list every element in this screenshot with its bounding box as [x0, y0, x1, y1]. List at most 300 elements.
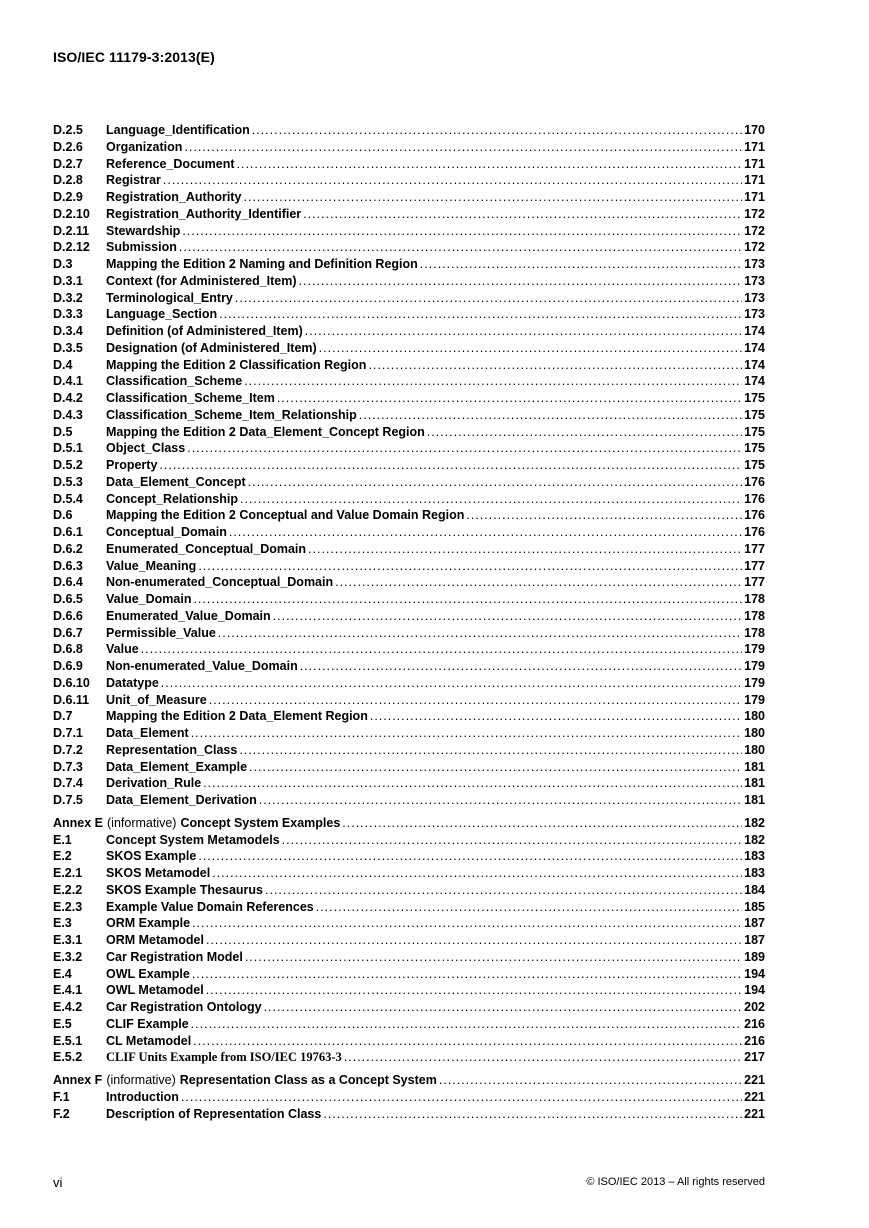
toc-page-number: 183 — [744, 866, 765, 880]
dot-leader — [273, 608, 742, 625]
toc-entry-number: E.3 — [53, 916, 72, 931]
toc-entry-title: Value_Meaning — [106, 558, 197, 573]
toc-entry-title: Car Registration Model — [106, 949, 243, 964]
toc-entry-number: D.2.5 — [53, 123, 83, 137]
toc-entry-number: E.2.3 — [53, 899, 83, 914]
toc-entry[interactable] — [53, 306, 765, 323]
toc-page-number: 178 — [744, 592, 765, 606]
toc-page-number: 179 — [744, 659, 765, 673]
toc-entry-title: Context (for Administered_Item) — [106, 273, 297, 288]
toc-page-number: 174 — [744, 324, 765, 338]
toc-entry-title: ORM Metamodel — [106, 933, 204, 947]
toc-page-number: 173 — [744, 273, 765, 288]
toc-entry-number: D.4.1 — [53, 374, 83, 389]
dot-leader — [439, 1072, 742, 1089]
toc-entry-number: E.4.1 — [53, 983, 83, 998]
toc-entry[interactable] — [53, 966, 765, 983]
toc-page-number: 173 — [744, 290, 765, 305]
toc-entry-number: D.4.2 — [53, 391, 83, 405]
toc-entry-title: CLIF Example — [106, 1016, 189, 1031]
toc-entry[interactable] — [53, 999, 765, 1016]
dot-leader — [359, 407, 742, 424]
toc-entry-title: Reference_Document — [106, 156, 235, 171]
toc-entry[interactable] — [53, 558, 765, 575]
toc-entry[interactable] — [53, 932, 765, 949]
toc-entry-number: D.3.4 — [53, 324, 83, 338]
toc-entry[interactable] — [53, 491, 765, 508]
toc-entry-number: D.7 — [53, 709, 73, 724]
toc-entry[interactable] — [53, 390, 765, 407]
toc-page-number: 184 — [744, 882, 765, 897]
toc-entry-number: F.2 — [53, 1106, 70, 1121]
dot-leader — [252, 122, 742, 139]
toc-entry[interactable] — [53, 156, 765, 173]
toc-entry-title: SKOS Example Thesaurus — [106, 882, 264, 897]
toc-annex-e-entry[interactable] — [53, 815, 765, 832]
toc-page-number: 179 — [744, 642, 765, 657]
toc-entry-title: Enumerated_Conceptual_Domain — [106, 541, 307, 556]
toc-entry[interactable] — [53, 949, 765, 966]
dot-leader — [282, 832, 742, 849]
toc-entry[interactable] — [53, 122, 765, 139]
toc-entry-title: Conceptual_Domain — [106, 525, 227, 539]
dot-leader — [259, 792, 742, 809]
toc-page-number: 174 — [744, 357, 765, 372]
toc-entry[interactable] — [53, 1016, 765, 1033]
dot-leader — [206, 982, 742, 999]
toc-entry-number: D.4.3 — [53, 407, 83, 422]
dot-leader — [243, 189, 742, 206]
toc-entry-number: D.5 — [53, 424, 73, 439]
toc-entry-title: Example Value Domain References — [106, 899, 314, 914]
dot-leader — [229, 524, 742, 541]
toc-entry-number: E.2 — [53, 849, 72, 864]
dot-leader — [335, 574, 742, 591]
annex-label: Annex E — [53, 815, 104, 830]
toc-page-number: 173 — [744, 257, 765, 271]
dot-leader — [264, 999, 743, 1016]
toc-page-number: 174 — [744, 374, 765, 389]
toc-entry-title: Terminological_Entry — [106, 290, 233, 305]
toc-entry[interactable] — [53, 206, 765, 223]
toc-entry-number: D.6.10 — [53, 675, 90, 690]
toc-entry-number: D.5.2 — [53, 458, 83, 472]
toc-entry-number: D.5.1 — [53, 441, 83, 456]
toc-page-number: 221 — [744, 1073, 765, 1087]
toc-entry-number: E.2.1 — [53, 866, 83, 880]
toc-entry-title: Enumerated_Value_Domain — [106, 608, 271, 623]
toc-entry[interactable] — [53, 541, 765, 558]
dot-leader — [299, 273, 743, 290]
dot-leader — [240, 491, 742, 508]
toc-entry[interactable] — [53, 139, 765, 156]
toc-page-number: 185 — [744, 899, 765, 914]
toc-page-number: 177 — [744, 541, 765, 556]
toc-entry-number: E.4 — [53, 966, 72, 981]
toc-entry[interactable] — [53, 189, 765, 206]
toc-annex-f-entry[interactable] — [53, 1072, 765, 1089]
toc-entry-title: Definition (of Administered_Item) — [106, 324, 303, 338]
dot-leader — [344, 1049, 742, 1066]
toc-page-number: 175 — [744, 441, 765, 456]
toc-entry-title: Submission — [106, 240, 177, 255]
toc-page-number: 175 — [744, 424, 765, 439]
toc-page-number: 194 — [744, 966, 765, 981]
toc-page-number: 171 — [744, 156, 765, 171]
toc-entry-number: D.6.4 — [53, 575, 83, 590]
toc-entry[interactable] — [53, 223, 765, 240]
toc-page-number: 181 — [744, 776, 765, 791]
toc-entry[interactable] — [53, 608, 765, 625]
toc-entry-title: Organization — [106, 139, 183, 154]
toc-page-number: 181 — [744, 793, 765, 807]
toc-entry[interactable] — [53, 725, 765, 742]
dot-leader — [235, 290, 742, 307]
toc-entry[interactable] — [53, 692, 765, 709]
toc-entry[interactable] — [53, 524, 765, 541]
toc-page-number: 189 — [744, 949, 765, 964]
toc-page-number: 179 — [744, 692, 765, 707]
toc-page-number: 172 — [744, 223, 765, 238]
toc-page-number: 176 — [744, 474, 765, 489]
toc-entry[interactable] — [53, 915, 765, 932]
toc-entry[interactable] — [53, 440, 765, 457]
dot-leader — [193, 591, 742, 608]
toc-entry-number: E.5 — [53, 1016, 72, 1031]
toc-entry-title: Non-enumerated_Value_Domain — [106, 659, 298, 673]
dot-leader — [420, 256, 742, 273]
toc-entry-number: D.6.1 — [53, 525, 83, 539]
toc-entry-title: Classification_Scheme_Item_Relationship — [106, 407, 357, 422]
toc-entry-title: Concept System Metamodels — [106, 832, 280, 847]
toc-entry-title: Mapping the Edition 2 Data_Element_Concept Region — [106, 424, 425, 439]
toc-entry[interactable] — [53, 474, 765, 491]
toc-page-number: 182 — [744, 832, 765, 847]
toc-entry[interactable] — [53, 424, 765, 441]
toc-entry-number: D.3.1 — [53, 273, 83, 288]
annex-title: Concept System Examples — [180, 815, 341, 830]
toc-entry[interactable] — [53, 899, 765, 916]
toc-entry-title: Value — [106, 642, 139, 657]
toc-page-number: 177 — [744, 558, 765, 573]
dot-leader — [198, 558, 742, 575]
dot-leader — [163, 172, 742, 189]
annex-informative: (informative) — [107, 815, 177, 830]
toc-page-number: 221 — [744, 1106, 765, 1121]
dot-leader — [181, 1089, 742, 1106]
toc-entry-title: Derivation_Rule — [106, 776, 202, 791]
toc-group-annex-f — [53, 1089, 765, 1123]
toc-entry-title: Object_Class — [106, 441, 186, 456]
toc-page-number: 181 — [744, 759, 765, 774]
copyright-notice: © ISO/IEC 2013 – All rights reserved — [586, 1176, 765, 1188]
toc-page-number: 176 — [744, 508, 765, 523]
toc-entry-number: D.4 — [53, 357, 73, 372]
toc-entry-number: D.7.1 — [53, 726, 83, 740]
toc-entry-number: D.2.10 — [53, 206, 90, 221]
dot-leader — [323, 1106, 742, 1123]
toc-entry[interactable] — [53, 759, 765, 776]
toc-entry[interactable] — [53, 457, 765, 474]
toc-entry-title: Stewardship — [106, 223, 181, 238]
toc-entry[interactable] — [53, 172, 765, 189]
toc-page-number: 180 — [744, 742, 765, 757]
toc-entry[interactable] — [53, 507, 765, 524]
dot-leader — [319, 340, 742, 357]
toc-entry[interactable] — [53, 742, 765, 759]
toc-entry[interactable] — [53, 1106, 765, 1123]
toc-entry[interactable] — [53, 407, 765, 424]
toc-entry[interactable] — [53, 982, 765, 999]
toc-page-number: 177 — [744, 575, 765, 590]
toc-entry-number: D.2.9 — [53, 190, 83, 204]
toc-entry-title: Mapping the Edition 2 Conceptual and Value Domain Region — [106, 508, 465, 523]
toc-entry[interactable] — [53, 708, 765, 725]
toc-entry-title: Language_Section — [106, 307, 218, 322]
toc-page-number: 216 — [744, 1016, 765, 1031]
toc-entry-title: Language_Identification — [106, 123, 250, 137]
annex-title: Representation Class as a Concept System — [179, 1073, 437, 1087]
toc-entry[interactable] — [53, 625, 765, 642]
toc-entry-title: ORM Example — [106, 916, 191, 931]
toc-entry[interactable] — [53, 792, 765, 809]
dot-leader — [212, 865, 742, 882]
toc-page-number: 182 — [744, 815, 765, 830]
toc-entry-title: CL Metamodel — [106, 1033, 192, 1048]
toc-page-number: 176 — [744, 491, 765, 506]
dot-leader — [191, 725, 742, 742]
toc-page-number: 180 — [744, 726, 765, 740]
toc-entry-title: Value_Domain — [106, 592, 192, 606]
table-of-contents — [53, 122, 765, 1122]
dot-leader — [179, 239, 742, 256]
toc-entry-number: D.6.8 — [53, 642, 83, 657]
toc-page-number: 178 — [744, 625, 765, 640]
toc-entry-title: Registration_Authority_Identifier — [106, 206, 302, 221]
toc-group-annex-e — [53, 832, 765, 1067]
toc-page-number: 179 — [744, 675, 765, 690]
toc-entry[interactable] — [53, 865, 765, 882]
toc-entry-number: D.7.4 — [53, 776, 83, 791]
dot-leader — [198, 848, 742, 865]
toc-entry-number: D.2.7 — [53, 156, 83, 171]
toc-entry-number: D.3.3 — [53, 307, 83, 322]
dot-leader — [161, 675, 742, 692]
toc-entry[interactable] — [53, 848, 765, 865]
dot-leader — [159, 457, 742, 474]
toc-page-number: 171 — [744, 173, 765, 188]
toc-entry-number: E.5.1 — [53, 1033, 83, 1048]
toc-entry[interactable] — [53, 273, 765, 290]
toc-entry-number: E.4.2 — [53, 1000, 83, 1014]
toc-entry-number: D.5.3 — [53, 474, 83, 489]
dot-leader — [277, 390, 742, 407]
dot-leader — [248, 474, 743, 491]
toc-page-number: 187 — [744, 933, 765, 947]
dot-leader — [245, 949, 742, 966]
toc-entry[interactable] — [53, 256, 765, 273]
toc-entry[interactable] — [53, 1089, 765, 1106]
toc-entry-title: Classification_Scheme — [106, 374, 243, 389]
toc-page-number: 172 — [744, 240, 765, 255]
toc-entry[interactable] — [53, 675, 765, 692]
toc-entry-title: CLIF Units Example from ISO/IEC 19763-3 — [106, 1050, 342, 1065]
toc-entry[interactable] — [53, 641, 765, 658]
toc-entry-title: Mapping the Edition 2 Data_Element Region — [106, 709, 368, 724]
toc-page-number: 194 — [744, 983, 765, 998]
dot-leader — [305, 323, 742, 340]
toc-entry-number: D.6.2 — [53, 541, 83, 556]
toc-entry-title: Designation (of Administered_Item) — [106, 340, 317, 355]
toc-entry-title: Data_Element — [106, 726, 189, 740]
dot-leader — [191, 1016, 742, 1033]
toc-entry-title: Representation_Class — [106, 742, 238, 757]
toc-entry-number: D.2.8 — [53, 173, 83, 188]
toc-entry[interactable] — [53, 574, 765, 591]
toc-page-number: 172 — [744, 206, 765, 221]
dot-leader — [244, 373, 742, 390]
toc-entry[interactable] — [53, 882, 765, 899]
dot-leader — [316, 899, 742, 916]
toc-entry[interactable] — [53, 239, 765, 256]
toc-entry-number: D.6.3 — [53, 558, 83, 573]
toc-entry-title: Non-enumerated_Conceptual_Domain — [106, 575, 334, 590]
toc-page-number: 174 — [744, 340, 765, 355]
toc-page-number: 202 — [744, 1000, 765, 1014]
dot-leader — [237, 156, 743, 173]
toc-page-number: 175 — [744, 407, 765, 422]
toc-entry-number: D.7.3 — [53, 759, 83, 774]
toc-page-number: 180 — [744, 709, 765, 724]
annex-informative: (informative) — [106, 1073, 176, 1087]
dot-leader — [239, 742, 742, 759]
toc-entry-title: Data_Element_Derivation — [106, 793, 257, 807]
toc-entry-number: D.2.6 — [53, 139, 83, 154]
toc-page-number: 171 — [744, 190, 765, 204]
toc-page-number: 221 — [744, 1089, 765, 1104]
dot-leader — [368, 357, 742, 374]
toc-entry-number: D.7.2 — [53, 742, 83, 757]
dot-leader — [370, 708, 742, 725]
toc-entry-number: D.6.6 — [53, 608, 83, 623]
toc-entry-number: D.7.5 — [53, 793, 83, 807]
toc-entry[interactable] — [53, 357, 765, 374]
toc-entry-title: Registrar — [106, 173, 161, 188]
dot-leader — [342, 815, 742, 832]
toc-page-number: 217 — [744, 1050, 765, 1065]
toc-entry-number: D.5.4 — [53, 491, 83, 506]
toc-entry-number: D.3.5 — [53, 340, 83, 355]
toc-entry[interactable] — [53, 323, 765, 340]
toc-page-number: 178 — [744, 608, 765, 623]
toc-entry-title: OWL Metamodel — [106, 983, 204, 998]
document-id-header: ISO/IEC 11179-3:2013(E) — [53, 49, 215, 65]
toc-entry[interactable] — [53, 290, 765, 307]
toc-page-number: 173 — [744, 307, 765, 322]
dot-leader — [192, 915, 742, 932]
dot-leader — [182, 223, 742, 240]
dot-leader — [249, 759, 742, 776]
dot-leader — [209, 692, 742, 709]
toc-entry-title: OWL Example — [106, 966, 190, 981]
toc-entry-number: E.3.1 — [53, 933, 83, 947]
toc-page-number: 175 — [744, 391, 765, 405]
toc-entry-number: E.1 — [53, 832, 72, 847]
toc-entry-title: Concept_Relationship — [106, 491, 238, 506]
toc-entry-number: E.5.2 — [53, 1050, 83, 1065]
toc-entry-number: F.1 — [53, 1089, 70, 1104]
dot-leader — [193, 1033, 742, 1050]
toc-entry-title: Mapping the Edition 2 Naming and Definition Region — [106, 257, 418, 271]
toc-entry-number: E.3.2 — [53, 949, 83, 964]
dot-leader — [308, 541, 742, 558]
toc-entry[interactable] — [53, 373, 765, 390]
toc-entry[interactable] — [53, 591, 765, 608]
toc-entry-title: Car Registration Ontology — [106, 1000, 262, 1014]
toc-entry-title: Description of Representation Class — [106, 1106, 322, 1121]
toc-entry-title: Mapping the Edition 2 Classification Region — [106, 357, 367, 372]
toc-entry-number: E.2.2 — [53, 882, 83, 897]
dot-leader — [141, 641, 742, 658]
dot-leader — [206, 932, 742, 949]
toc-entry-title: Registration_Authority — [106, 190, 242, 204]
toc-entry[interactable] — [53, 658, 765, 675]
toc-entry-number: D.6 — [53, 508, 73, 523]
toc-entry[interactable] — [53, 340, 765, 357]
toc-entry-number: D.2.11 — [53, 223, 90, 238]
toc-entry[interactable] — [53, 832, 765, 849]
toc-entry-title: Data_Element_Concept — [106, 474, 246, 489]
dot-leader — [203, 775, 742, 792]
toc-entry[interactable] — [53, 775, 765, 792]
annex-label: Annex F — [53, 1073, 103, 1087]
dot-leader — [219, 306, 742, 323]
toc-page-number: 175 — [744, 458, 765, 472]
toc-page-number: 216 — [744, 1033, 765, 1048]
toc-entry-title: Classification_Scheme_Item — [106, 391, 275, 405]
toc-entry-number: D.6.5 — [53, 592, 83, 606]
dot-leader — [427, 424, 742, 441]
toc-page-number: 183 — [744, 849, 765, 864]
toc-entry-number: D.6.7 — [53, 625, 83, 640]
toc-group-annex-d — [53, 122, 765, 809]
toc-entry-title: Unit_of_Measure — [106, 692, 207, 707]
dot-leader — [184, 139, 742, 156]
toc-entry-title: Data_Element_Example — [106, 759, 248, 774]
dot-leader — [192, 966, 742, 983]
dot-leader — [187, 440, 742, 457]
toc-entry-title: Datatype — [106, 675, 159, 690]
toc-page-number: 176 — [744, 525, 765, 539]
toc-entry-title: Property — [106, 458, 158, 472]
dot-leader — [300, 658, 742, 675]
toc-entry-title: SKOS Metamodel — [106, 866, 211, 880]
dot-leader — [218, 625, 742, 642]
toc-entry[interactable] — [53, 1049, 765, 1066]
dot-leader — [265, 882, 742, 899]
toc-entry-number: D.3.2 — [53, 290, 83, 305]
toc-page-number: 171 — [744, 139, 765, 154]
toc-entry-number: D.3 — [53, 257, 73, 271]
dot-leader — [466, 507, 742, 524]
toc-entry-title: SKOS Example — [106, 849, 197, 864]
toc-entry[interactable] — [53, 1033, 765, 1050]
toc-entry-title: Permissible_Value — [106, 625, 216, 640]
page-number: vi — [53, 1175, 63, 1190]
toc-page-number: 187 — [744, 916, 765, 931]
dot-leader — [303, 206, 742, 223]
toc-page-number: 170 — [744, 123, 765, 137]
